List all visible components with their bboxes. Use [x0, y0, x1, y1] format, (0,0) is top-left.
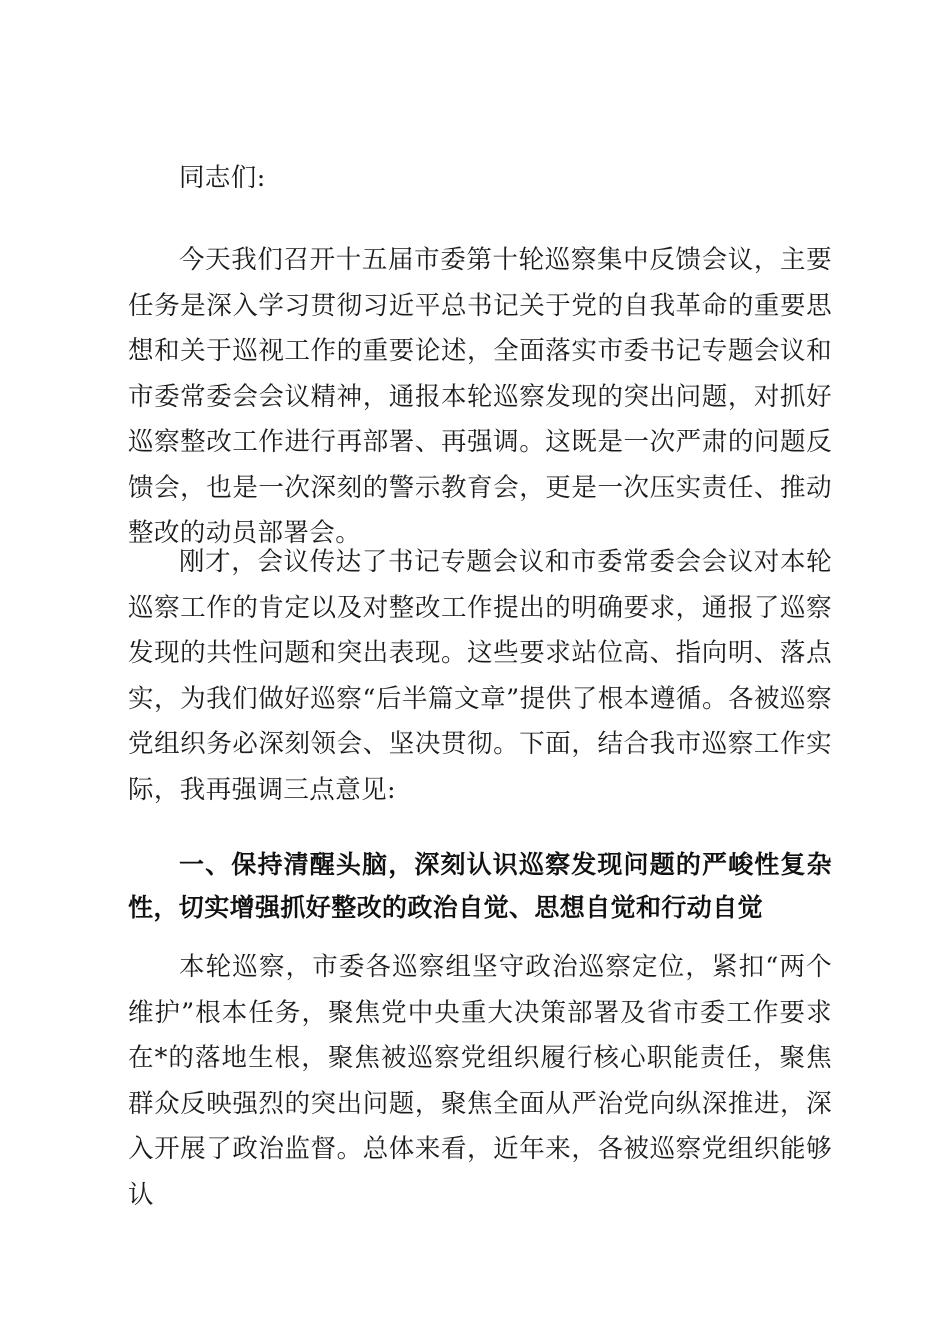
section-heading: 一、保持清醒头脑，深刻认识巡察发现问题的严峻性复杂性，切实增强抓好整改的政治自觉、思想自觉和行动自觉: [128, 850, 832, 922]
paragraph-section-one: 本轮巡察，市委各巡察组坚守政治巡察定位，紧扣“两个维护”根本任务，聚焦党中央重大决策部署及省市委工作要求在*的落地生根，聚焦被巡察党组织履行核心职能责任，聚焦群众反映强烈的突出问题，聚焦全面从严治党向纵深推进，深入开展了政治监督。总体来看，近年来，各被巡察党组织能够认: [128, 952, 832, 1210]
greeting: 同志们:: [179, 163, 266, 193]
paragraph-opening: 今天我们召开十五届市委第十轮巡察集中反馈会议，主要任务是深入学习贯彻习近平总书记关于党的自我革命的重要思想和关于巡视工作的重要论述，全面落实市委书记专题会议和市委常委会会议精神，通报本轮巡察发现的突出问题，对抓好巡察整改工作进行再部署、再强调。这既是一次严肃的问题反馈会，也是一次深刻的警示教育会，更是一次压实责任、推动整改的动员部署会。: [128, 245, 832, 548]
paragraph-meeting-summary: 刚才，会议传达了书记专题会议和市委常委会会议对本轮巡察工作的肯定以及对整改工作提出的明确要求，通报了巡察发现的共性问题和突出表现。这些要求站位高、指向明、落点实，为我们做好巡察“后半篇文章”提供了根本遵循。各被巡察党组织务必深刻领会、坚决贯彻。下面，结合我市巡察工作实际，我再强调三点意见:: [128, 547, 832, 805]
